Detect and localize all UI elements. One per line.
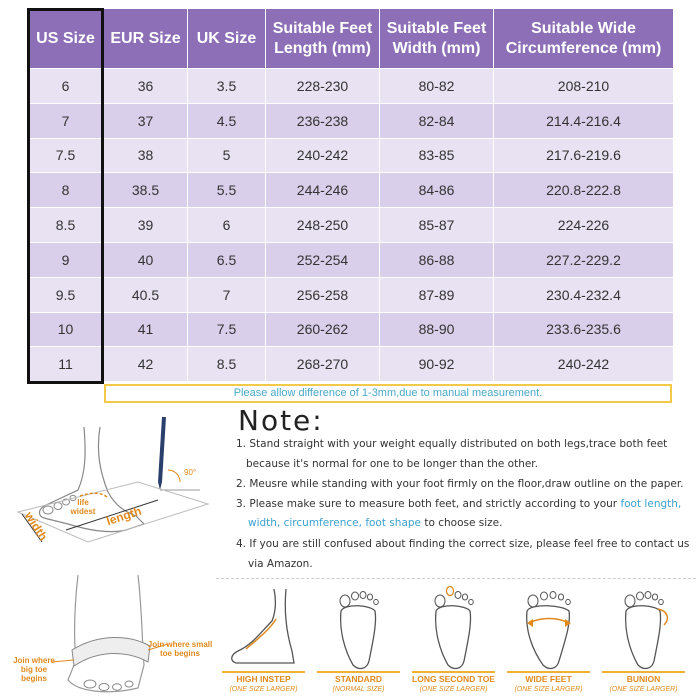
circumference-diagram [8,570,228,695]
shape-divider [412,671,495,673]
table-row [28,173,674,208]
bunion-foot-icon [596,581,691,673]
table-row [28,277,674,312]
cell-circumference: 214.4-216.4 [494,103,674,138]
join-small-toe-label: Join where small toe begins [147,640,213,658]
wide-feet-foot-icon [501,581,596,673]
cell-uk: 5.5 [188,173,266,208]
header-us-size: US Size [28,9,104,69]
cell-us: 7 [28,103,104,138]
shape-recommendation: (ONE SIZE LARGER) [514,686,583,693]
cell-eur: 37 [104,103,188,138]
cell-width: 80-82 [380,69,494,104]
note-line-1b: because it's normal for one to be longer than the other. [246,458,538,470]
cell-us: 11 [28,347,104,382]
long-second-toe-foot-icon [406,581,501,673]
cell-length: 240-242 [266,138,380,173]
table-row [28,103,674,138]
cell-eur: 41 [104,312,188,347]
cell-length: 252-254 [266,242,380,277]
cell-eur: 39 [104,208,188,243]
foot-shape-guide [216,578,696,698]
cell-us: 8.5 [28,208,104,243]
note-line-3b-text: to choose size. [421,517,503,529]
cell-us: 9.5 [28,277,104,312]
angle-label: 90° [184,468,197,477]
shape-name: HIGH INSTEP [236,674,291,684]
cell-uk: 8.5 [188,347,266,382]
shape-high-instep [216,579,311,699]
cell-us: 9 [28,242,104,277]
table-row [28,208,674,243]
cell-width: 83-85 [380,138,494,173]
shape-recommendation: (ONE SIZE LARGER) [419,686,488,693]
cell-length: 260-262 [266,312,380,347]
shape-name: STANDARD [334,674,383,684]
cell-eur: 40.5 [104,277,188,312]
cell-length: 236-238 [266,103,380,138]
cell-us: 10 [28,312,104,347]
cell-uk: 4.5 [188,103,266,138]
cell-circumference: 220.8-222.8 [494,173,674,208]
cell-eur: 42 [104,347,188,382]
cell-circumference: 233.6-235.6 [494,312,674,347]
note-line-3a-highlight: foot length, [620,498,682,510]
shape-name: LONG SECOND TOE [412,674,495,684]
foot-measure-diagram [8,412,228,562]
standard-foot-icon [311,581,406,673]
cell-circumference: 227.2-229.2 [494,242,674,277]
shape-name: WIDE FEET [525,674,572,684]
join-big-toe-label: Join where big toe begins [13,656,55,683]
cell-width: 88-90 [380,312,494,347]
cell-eur: 40 [104,242,188,277]
measurement-tolerance-note: Please allow difference of 1-3mm,due to manual measurement. [104,384,672,403]
table-row [28,138,674,173]
cell-us: 7.5 [28,138,104,173]
length-label: length [104,503,144,529]
cell-us: 6 [28,69,104,104]
cell-width: 86-88 [380,242,494,277]
shape-divider [602,671,685,673]
header-eur-size: EUR Size [104,9,188,69]
cell-circumference: 224-226 [494,208,674,243]
cell-length: 256-258 [266,277,380,312]
shape-standard [311,579,406,699]
cell-length: 248-250 [266,208,380,243]
cell-uk: 7.5 [188,312,266,347]
shape-divider [317,671,400,673]
cell-width: 84-86 [380,173,494,208]
shape-divider [507,671,590,673]
note-line-3b-highlight: width, circumference, foot shape [248,517,421,529]
note-line-3a-text: 3. Please make sure to measure both feet, and strictly according to your [236,498,621,510]
cell-length: 244-246 [266,173,380,208]
note-line-3a [236,498,681,510]
table-row [28,312,674,347]
header-uk-size: UK Size [188,9,266,69]
header-feet-length: Suitable Feet Length (mm) [266,9,380,69]
cell-circumference: 208-210 [494,69,674,104]
note-title: Note: [238,404,324,437]
cell-circumference: 230.4-232.4 [494,277,674,312]
cell-width: 90-92 [380,347,494,382]
cell-length: 228-230 [266,69,380,104]
cell-eur: 38.5 [104,173,188,208]
shape-recommendation: (ONE SIZE LARGER) [609,686,678,693]
high-instep-foot-icon [216,581,311,673]
cell-length: 268-270 [266,347,380,382]
shape-divider [222,671,305,673]
header-circumference: Suitable Wide Circumference (mm) [494,9,674,69]
width-label: width [21,509,51,544]
cell-uk: 5 [188,138,266,173]
cell-circumference: 217.6-219.6 [494,138,674,173]
cell-width: 87-89 [380,277,494,312]
shape-long-second-toe [406,579,501,699]
cell-eur: 38 [104,138,188,173]
cell-uk: 7 [188,277,266,312]
cell-circumference: 240-242 [494,347,674,382]
table-row [28,242,674,277]
table-header-row [28,9,674,69]
note-line-4a: 4. If you are still confused about finding the correct size, please feel free to contact us [236,538,690,550]
cell-us: 8 [28,173,104,208]
shape-recommendation: (ONE SIZE LARGER) [229,686,298,693]
note-line-1a: 1. Stand straight with your weight equally distributed on both legs,trace both feet [236,438,668,450]
cell-uk: 3.5 [188,69,266,104]
cell-eur: 36 [104,69,188,104]
size-chart-table [27,8,674,382]
note-line-4b: via Amazon. [248,558,313,570]
cell-width: 85-87 [380,208,494,243]
note-line-2: 2. Meusre while standing with your foot firmly on the floor,draw outline on the paper. [236,478,684,490]
life-widest-label: life widest [70,498,96,516]
shape-bunion [596,579,691,699]
note-line-3b [248,517,502,529]
table-row [28,347,674,382]
cell-uk: 6 [188,208,266,243]
header-feet-width: Suitable Feet Width (mm) [380,9,494,69]
shape-wide-feet [501,579,596,699]
cell-uk: 6.5 [188,242,266,277]
shape-name: BUNION [626,674,661,684]
table-row [28,69,674,104]
shape-recommendation: (NORMAL SIZE) [332,686,385,693]
cell-width: 82-84 [380,103,494,138]
